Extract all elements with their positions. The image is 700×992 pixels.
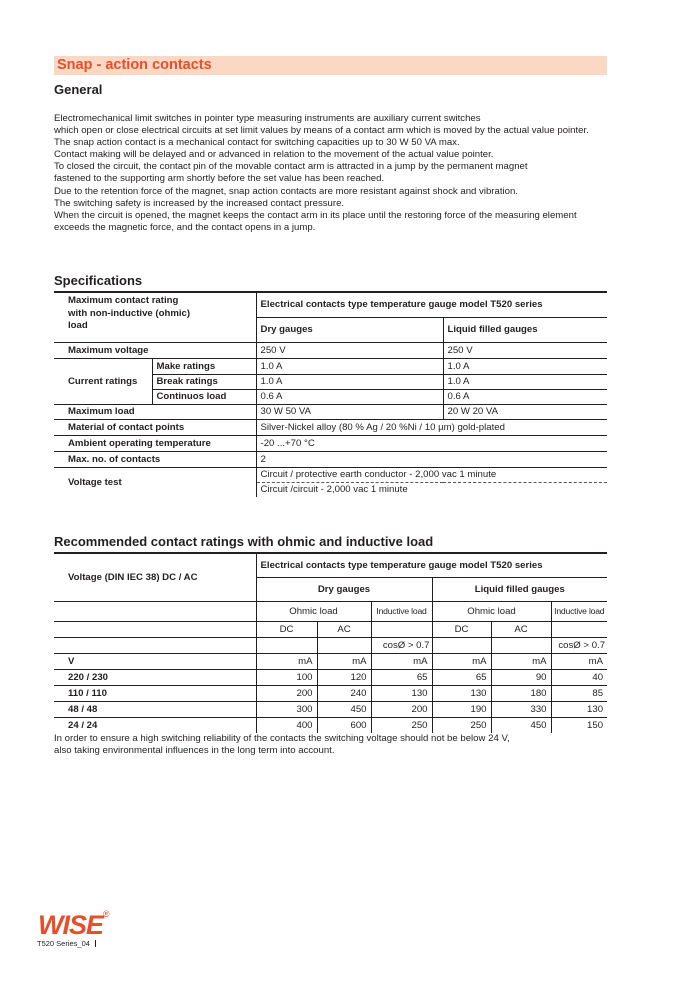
spec-voltage-test-line2: Circuit /circuit - 2,000 vac 1 minute: [256, 482, 607, 497]
wise-logo-text: WISE: [38, 910, 104, 939]
spec-ambient-label: Ambient operating temperature: [54, 435, 256, 451]
spec-max-voltage-dry: 250 V: [256, 342, 443, 358]
rate-liquid-ohmic: Ohmic load: [432, 601, 551, 621]
rate-value: 150: [551, 717, 607, 733]
rate-value: 130: [432, 685, 491, 701]
spec-max-voltage-label: Maximum voltage: [54, 342, 256, 358]
note-line: In order to ensure a high switching reliability of the contacts the switching voltage should not be below 24 V,: [54, 733, 510, 744]
rate-voltage: 220 / 230: [54, 669, 256, 685]
spec-max-contacts-value: 2: [256, 451, 607, 467]
rate-value: 300: [256, 701, 317, 717]
rate-value: 100: [256, 669, 317, 685]
spec-max-contacts-label: Max. no. of contacts: [54, 451, 256, 467]
rate-blank-cell: [491, 637, 551, 653]
rate-dry-header: Dry gauges: [256, 577, 432, 601]
general-line: When the circuit is opened, the magnet keeps the contact arm in its place until the restoring force of the measuring element exceeds the magnetic force, and the contact opens in a jump.: [54, 209, 577, 233]
rate-liquid-ac: AC: [491, 621, 551, 637]
spec-material-value: Silver-Nickel alloy (80 % Ag / 20 %Ni / 10 µm) gold-plated: [256, 419, 607, 435]
rate-value: 250: [371, 717, 432, 733]
rate-dry-inductive: Inductive load: [371, 601, 432, 621]
spec-make-label: Make ratings: [152, 358, 256, 374]
rate-value: 130: [551, 701, 607, 717]
spec-make-dry: 1.0 A: [256, 358, 443, 374]
rate-value: 450: [491, 717, 551, 733]
rate-dry-cos: cosØ > 0.7: [371, 637, 432, 653]
rate-blank-cell: [54, 601, 256, 621]
general-text: [54, 113, 612, 234]
section-title-bar: [54, 56, 607, 75]
table-row: [54, 685, 607, 701]
general-line: Due to the retention force of the magnet, snap action contacts are more resistant against shock and vibration.: [54, 185, 518, 197]
table-row: [54, 669, 607, 685]
general-line: Electromechanical limit switches in pointer type measuring instruments are auxiliary current switches: [54, 113, 481, 124]
rate-unit: mA: [551, 653, 607, 669]
rate-value: 200: [256, 685, 317, 701]
spec-voltage-test-label: Voltage test: [68, 476, 122, 488]
rate-blank-cell: [54, 621, 256, 637]
spec-break-label: Break ratings: [152, 374, 256, 389]
spec-current-label: Current ratings: [54, 358, 152, 404]
rate-liquid-header: Liquid filled gauges: [432, 577, 607, 601]
footer-separator: [95, 940, 96, 947]
rate-value: 40: [551, 669, 607, 685]
registered-mark: ®: [103, 909, 110, 919]
general-line: To closed the circuit, the contact pin of the movable contact arm is attracted in a jump by the permanent magnet: [54, 161, 528, 173]
spec-col-dry: Dry gauges: [256, 317, 443, 342]
rate-unit: mA: [256, 653, 317, 669]
rate-value: 330: [491, 701, 551, 717]
rate-voltage: 48 / 48: [54, 701, 256, 717]
rate-value: 400: [256, 717, 317, 733]
rate-value: 200: [371, 701, 432, 717]
footer-text: T520 Series_04: [37, 939, 90, 948]
rate-unit-label: V: [54, 653, 256, 669]
rate-liquid-inductive: Inductive load: [551, 601, 607, 621]
general-line: The switching safety is increased by the increased contact pressure.: [54, 197, 345, 209]
rate-value: 190: [432, 701, 491, 717]
rate-liquid-cos: cosØ > 0.7: [551, 637, 607, 653]
specifications-table: [54, 291, 607, 497]
spec-max-load-label: Maximum load: [54, 404, 256, 419]
section-title: Snap - action contacts: [57, 57, 212, 73]
rate-value: 450: [317, 701, 371, 717]
spec-make-liquid: 1.0 A: [443, 358, 607, 374]
table-row: [54, 701, 607, 717]
rate-head-left: Voltage (DIN IEC 38) DC / AC: [54, 553, 256, 601]
note-line: also taking environmental influences in the long term into account.: [54, 745, 335, 757]
rate-value: 240: [317, 685, 371, 701]
rate-value: 65: [371, 669, 432, 685]
rate-blank-cell: [551, 621, 607, 637]
rate-value: 250: [432, 717, 491, 733]
table-row: [54, 717, 607, 733]
spec-break-dry: 1.0 A: [256, 374, 443, 389]
rate-dry-ac: AC: [317, 621, 371, 637]
rate-unit: mA: [491, 653, 551, 669]
spec-head-right: Electrical contacts type temperature gauge model T520 series: [256, 292, 607, 317]
rate-unit: mA: [432, 653, 491, 669]
rate-unit: mA: [317, 653, 371, 669]
spec-voltage-test-line1: Circuit / protective earth conductor - 2,000 vac 1 minute: [256, 467, 607, 482]
rate-value: 180: [491, 685, 551, 701]
general-line: which open or close electrical circuits at set limit values by means of a contact arm which is moved by the actual value pointer.: [54, 125, 589, 137]
rate-value: 90: [491, 669, 551, 685]
rate-unit: mA: [371, 653, 432, 669]
rate-voltage: 110 / 110: [54, 685, 256, 701]
footer: [37, 939, 96, 948]
rate-blank-cell: [317, 637, 371, 653]
spec-ambient-value: -20 ...+70 °C: [256, 435, 607, 451]
rate-blank-cell: [371, 621, 432, 637]
rate-value: 120: [317, 669, 371, 685]
rate-value: 600: [317, 717, 371, 733]
spec-cont-label: Continuos load: [152, 389, 256, 404]
spec-material-label: Material of contact points: [54, 419, 256, 435]
rate-liquid-dc: DC: [432, 621, 491, 637]
specifications-heading: Specifications: [54, 273, 143, 288]
spec-max-load-dry: 30 W 50 VA: [256, 404, 443, 419]
wise-logo: [37, 907, 117, 939]
general-heading: General: [54, 82, 103, 97]
general-line: fastened to the supporting arm shortly before the set value has been reached.: [54, 173, 385, 185]
spec-max-voltage-liquid: 250 V: [443, 342, 607, 358]
spec-cont-liquid: 0.6 A: [443, 389, 607, 404]
spec-break-liquid: 1.0 A: [443, 374, 607, 389]
spec-head-left: Maximum contact rating with non-inductive (ohmic) load: [54, 292, 256, 342]
rate-blank-cell: [54, 637, 256, 653]
rate-dry-dc: DC: [256, 621, 317, 637]
spec-col-liquid: Liquid filled gauges: [443, 317, 607, 342]
switching-note: [54, 733, 510, 758]
spec-max-load-liquid: 20 W 20 VA: [443, 404, 607, 419]
rate-value: 65: [432, 669, 491, 685]
rate-dry-ohmic: Ohmic load: [256, 601, 371, 621]
general-line: Contact making will be delayed and or advanced in relation to the movement of the actual value pointer.: [54, 149, 494, 161]
rate-value: 130: [371, 685, 432, 701]
rate-blank-cell: [432, 637, 491, 653]
rate-blank-cell: [256, 637, 317, 653]
rate-value: 85: [551, 685, 607, 701]
rate-voltage: 24 / 24: [68, 719, 98, 731]
spec-cont-dry: 0.6 A: [256, 389, 443, 404]
ratings-table: [54, 552, 607, 733]
general-line: The snap action contact is a mechanical contact for switching capacities up to 30 W 50 VA max.: [54, 137, 460, 149]
rate-head-right: Electrical contacts type temperature gauge model T520 series: [256, 553, 607, 577]
ratings-heading: Recommended contact ratings with ohmic and inductive load: [54, 534, 434, 549]
